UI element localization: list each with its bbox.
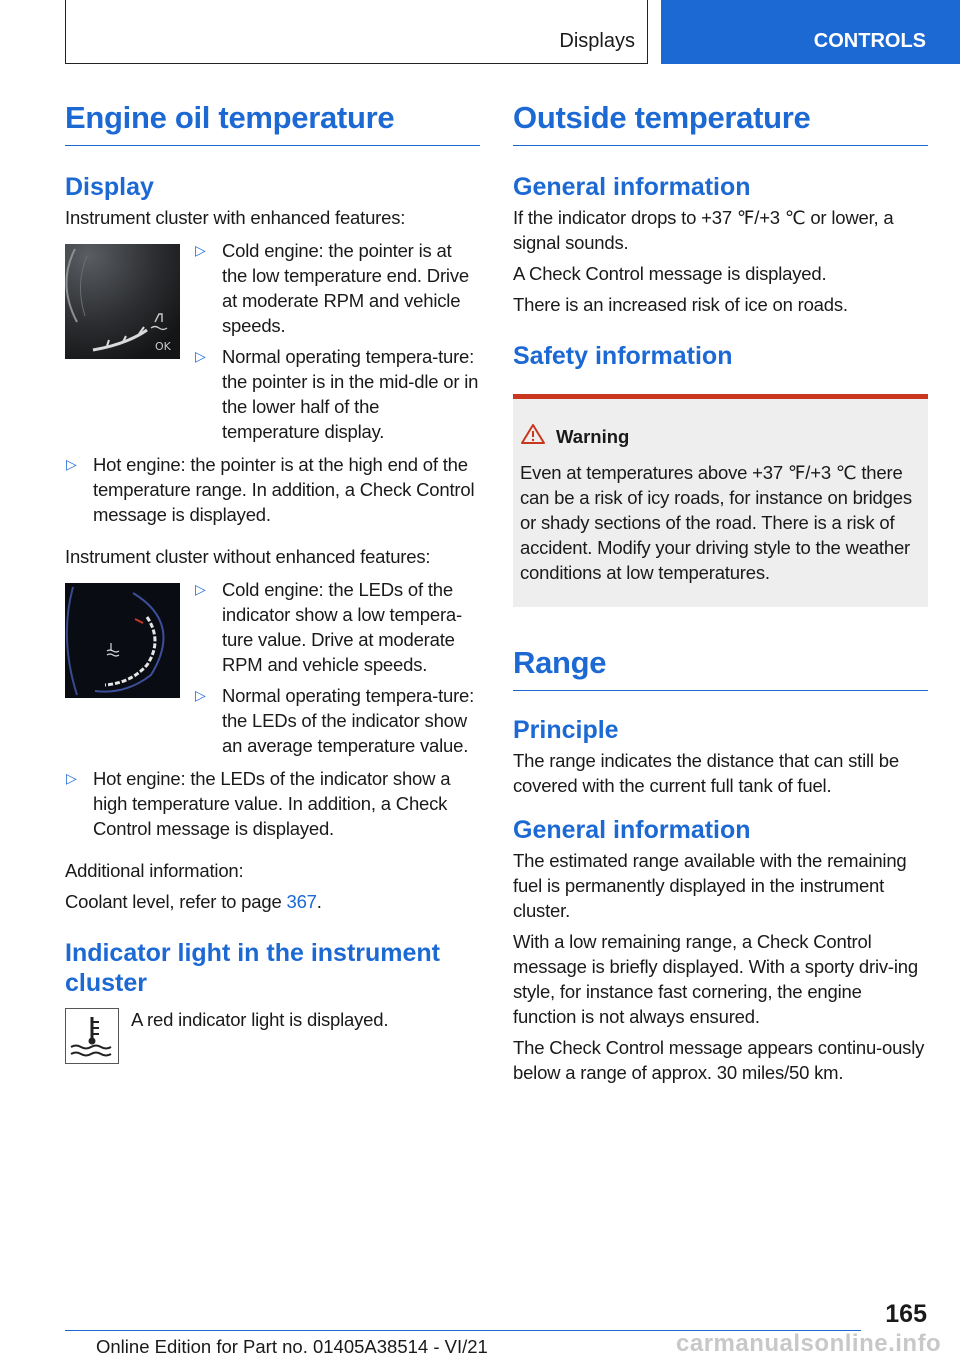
chapter-tab[interactable]: CONTROLS — [661, 0, 960, 64]
header-box — [65, 0, 648, 64]
enhanced-row — [65, 238, 480, 444]
warning-box — [513, 394, 928, 607]
general-p3: There is an increased risk of ice on roads. — [513, 294, 848, 315]
range-p1: The estimated range available with the remaining fuel is permanently displayed in the instrument cluster. — [513, 850, 907, 921]
left-column — [65, 100, 480, 1064]
additional-info: Additional information: — [65, 860, 244, 881]
right-column — [513, 100, 928, 1085]
triangle-bullet-icon: ▷ — [195, 687, 206, 703]
safety-heading: Safety information — [513, 342, 733, 370]
standard-bullets — [194, 577, 480, 758]
indicator-text: A red indicator light is displayed. — [131, 1009, 389, 1030]
list-item: ▷ Normal operating tempera-ture: the LEDs of the indicator show an average temperature value. — [195, 685, 475, 756]
triangle-bullet-icon: ▷ — [66, 770, 77, 786]
coolant-temperature-icon — [65, 1008, 119, 1064]
display-heading: Display — [65, 173, 154, 201]
triangle-bullet-icon: ▷ — [195, 581, 206, 597]
section-title: Displays — [559, 30, 635, 52]
range-p3: The Check Control message appears continu-ously below a range of approx. 30 miles/50 km. — [513, 1037, 925, 1083]
coolant-reference: Coolant level, refer to page 367. — [65, 891, 322, 912]
principle-text: The range indicates the distance that can still be covered with the current full tank of fuel. — [513, 750, 899, 796]
watermark-site: carmanualsonline.info — [676, 1330, 942, 1357]
general-p1: If the indicator drops to +37 ℉/+3 ℃ or lower, a signal sounds. — [513, 207, 894, 253]
warning-text: Even at temperatures above +37 ℉/+3 ℃ there can be a risk of icy roads, for instance on bridges or shady sections of the road. There is a risk of accident. Modify your driving style to the weather conditions at low temperatures. — [520, 462, 912, 583]
range-title: Range — [513, 645, 928, 691]
triangle-bullet-icon: ▷ — [195, 242, 206, 258]
triangle-bullet-icon: ▷ — [66, 456, 77, 472]
gauge-ok-label: OK — [155, 340, 171, 353]
general-p2: A Check Control message is displayed. — [513, 263, 827, 284]
general-info-heading: General information — [513, 173, 751, 201]
list-item: ▷ Hot engine: the pointer is at the high end of the temperature range. In addition, a Check Control message is displayed. — [66, 454, 475, 525]
triangle-bullet-icon: ▷ — [195, 348, 206, 364]
list-item: ▷ Hot engine: the LEDs of the indicator show a high temperature value. In addition, a Check Control message is displayed. — [66, 768, 451, 839]
standard-gauge-image — [65, 583, 180, 698]
standard-intro: Instrument cluster without enhanced features: — [65, 546, 431, 567]
page-link[interactable]: 367 — [286, 891, 317, 912]
enhanced-intro: Instrument cluster with enhanced features: — [65, 207, 406, 228]
footer-edition: Online Edition for Part no. 01405A38514 - VI/21 — [96, 1336, 488, 1357]
list-item: ▷ Cold engine: the pointer is at the low temperature end. Drive at moderate RPM and vehicle speeds. — [195, 240, 469, 336]
range-p2: With a low remaining range, a Check Control message is briefly displayed. With a sporty driv-ing style, for instance fast cornering, the engine function is not always ensured. — [513, 931, 918, 1027]
page-number: 165 — [885, 1300, 927, 1328]
range-general-heading: General information — [513, 816, 751, 844]
standard-row — [65, 577, 480, 758]
warning-triangle-icon — [520, 423, 546, 450]
engine-oil-title: Engine oil temperature — [65, 100, 480, 146]
indicator-heading: Indicator light in the instrument cluster — [65, 939, 440, 997]
enhanced-bullets — [194, 238, 480, 444]
list-item: ▷ Normal operating tempera-ture: the pointer is in the mid-dle or in the lower half of the temperature display. — [195, 346, 479, 442]
warning-title: Warning — [556, 425, 630, 447]
indicator-row — [65, 1008, 480, 1064]
principle-heading: Principle — [513, 716, 619, 744]
enhanced-gauge-image — [65, 244, 180, 359]
list-item: ▷ Cold engine: the LEDs of the indicator show a low tempera-ture value. Drive at moderate RPM and vehicle speeds. — [195, 579, 462, 675]
outside-temp-title: Outside temperature — [513, 100, 928, 146]
warning-header — [520, 423, 920, 450]
